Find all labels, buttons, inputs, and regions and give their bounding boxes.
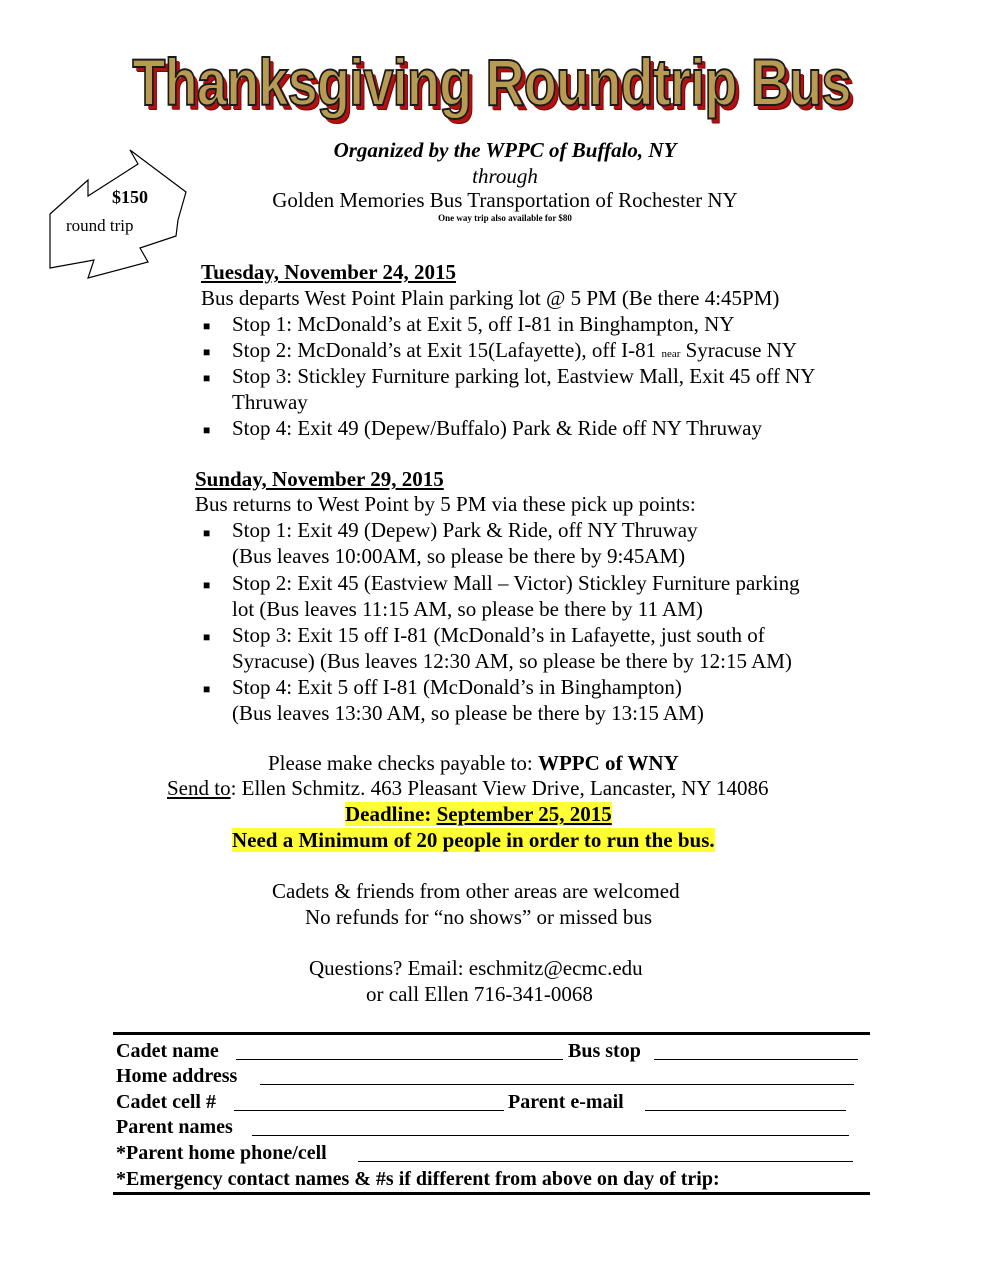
- outbound-stop-1: Stop 1: McDonald’s at Exit 5, off I-81 in Binghampton, NY: [232, 312, 735, 336]
- checks-payable-line: [268, 750, 679, 776]
- form-top-rule: [113, 1032, 870, 1035]
- parent-names-field[interactable]: [252, 1135, 849, 1136]
- checks-payee: WPPC of WNY: [537, 751, 679, 775]
- one-way-note: One way trip also available for $80: [438, 213, 572, 223]
- return-stop-3: Stop 3: Exit 15 off I-81 (McDonald’s in Lafayette, just south of: [232, 623, 765, 647]
- price-label: $150: [112, 187, 148, 207]
- cadet-name-field[interactable]: [236, 1059, 563, 1060]
- return-stop-1-cont: (Bus leaves 10:00AM, so please be there by 9:45AM): [232, 544, 686, 568]
- parent-email-field[interactable]: [645, 1110, 846, 1111]
- return-stop-2-cont: lot (Bus leaves 11:15 AM, so please be there by 11 AM): [232, 597, 703, 621]
- bullet-icon: ■: [203, 423, 211, 437]
- return-stop-2: Stop 2: Exit 45 (Eastview Mall – Victor) Stickley Furniture parking: [232, 571, 800, 595]
- deadline-date: September 25, 2015: [436, 802, 612, 826]
- parent-phone-field[interactable]: [358, 1161, 853, 1162]
- return-heading: Sunday, November 29, 2015: [195, 467, 444, 491]
- near-text: near: [661, 348, 681, 360]
- refund-note: No refunds for “no shows” or missed bus: [305, 905, 653, 929]
- home-address-label: Home address: [116, 1065, 238, 1087]
- return-stop-1: Stop 1: Exit 49 (Depew) Park & Ride, off NY Thruway: [232, 518, 698, 542]
- bus-stop-field[interactable]: [654, 1059, 858, 1060]
- outbound-stop-3: Stop 3: Stickley Furniture parking lot, Eastview Mall, Exit 45 off NY: [232, 364, 816, 388]
- cadet-name-label: Cadet name: [116, 1040, 219, 1062]
- return-intro: Bus returns to West Point by 5 PM via these pick up points:: [195, 492, 696, 516]
- bus-stop-label: Bus stop: [568, 1040, 641, 1062]
- cadet-cell-field[interactable]: [234, 1110, 504, 1111]
- outbound-stop-4: Stop 4: Exit 49 (Depew/Buffalo) Park & Ride off NY Thruway: [232, 416, 762, 440]
- outbound-intro: Bus departs West Point Plain parking lot @ 5 PM (Be there 4:45PM): [201, 286, 780, 310]
- cadet-cell-label: Cadet cell #: [116, 1091, 216, 1113]
- bullet-icon: ■: [203, 682, 211, 696]
- return-stop-4: Stop 4: Exit 5 off I-81 (McDonald’s in Binghampton): [232, 675, 682, 699]
- bullet-icon: ■: [203, 345, 211, 359]
- bullet-icon: ■: [203, 319, 211, 333]
- return-stop-3-cont: Syracuse) (Bus leaves 12:30 AM, so please be there by 12:15 AM): [232, 649, 792, 673]
- form-bottom-rule: [113, 1192, 870, 1195]
- parent-names-label: Parent names: [116, 1116, 233, 1138]
- minimum-line: [232, 827, 715, 853]
- bus-company-line: Golden Memories Bus Transportation of Rochester NY: [272, 188, 738, 212]
- through-line: through: [472, 164, 538, 188]
- questions-line: Questions? Email: eschmitz@ecmc.edu: [309, 956, 643, 980]
- round-trip-label: round trip: [66, 216, 134, 235]
- outbound-stop-3-cont: Thruway: [232, 390, 308, 414]
- deadline-line: [345, 801, 612, 827]
- emergency-contact-label: *Emergency contact names & #s if different from above on day of trip:: [116, 1168, 720, 1190]
- home-address-field[interactable]: [260, 1084, 854, 1085]
- call-line: or call Ellen 716-341-0068: [366, 982, 593, 1006]
- parent-email-label: Parent e-mail: [508, 1091, 624, 1113]
- deadline-label: Deadline:: [345, 802, 437, 826]
- send-to-label: Send to: [167, 776, 231, 800]
- stop-2-text: Stop 2: McDonald’s at Exit 15(Lafayette), off I-81: [232, 338, 662, 362]
- send-to-line: [167, 775, 769, 801]
- bullet-icon: ■: [203, 630, 211, 644]
- stop-2-dest: Syracuse NY: [680, 338, 798, 362]
- organizer-line: Organized by the WPPC of Buffalo, NY: [333, 138, 677, 162]
- bullet-icon: ■: [203, 578, 211, 592]
- send-to-address: : Ellen Schmitz. 463 Pleasant View Drive, Lancaster, NY 14086: [230, 776, 769, 800]
- checks-label: Please make checks payable to:: [268, 751, 538, 775]
- welcome-note: Cadets & friends from other areas are welcomed: [272, 879, 680, 903]
- bullet-icon: ■: [203, 526, 211, 540]
- bullet-icon: ■: [203, 371, 211, 385]
- return-stop-4-cont: (Bus leaves 13:30 AM, so please be there by 13:15 AM): [232, 701, 704, 725]
- parent-phone-label: *Parent home phone/cell: [116, 1142, 327, 1164]
- minimum-text: Need a Minimum of 20 people in order to run the bus.: [232, 828, 715, 852]
- page-title: Thanksgiving Roundtrip Bus: [132, 45, 851, 119]
- outbound-heading: Tuesday, November 24, 2015: [201, 260, 456, 284]
